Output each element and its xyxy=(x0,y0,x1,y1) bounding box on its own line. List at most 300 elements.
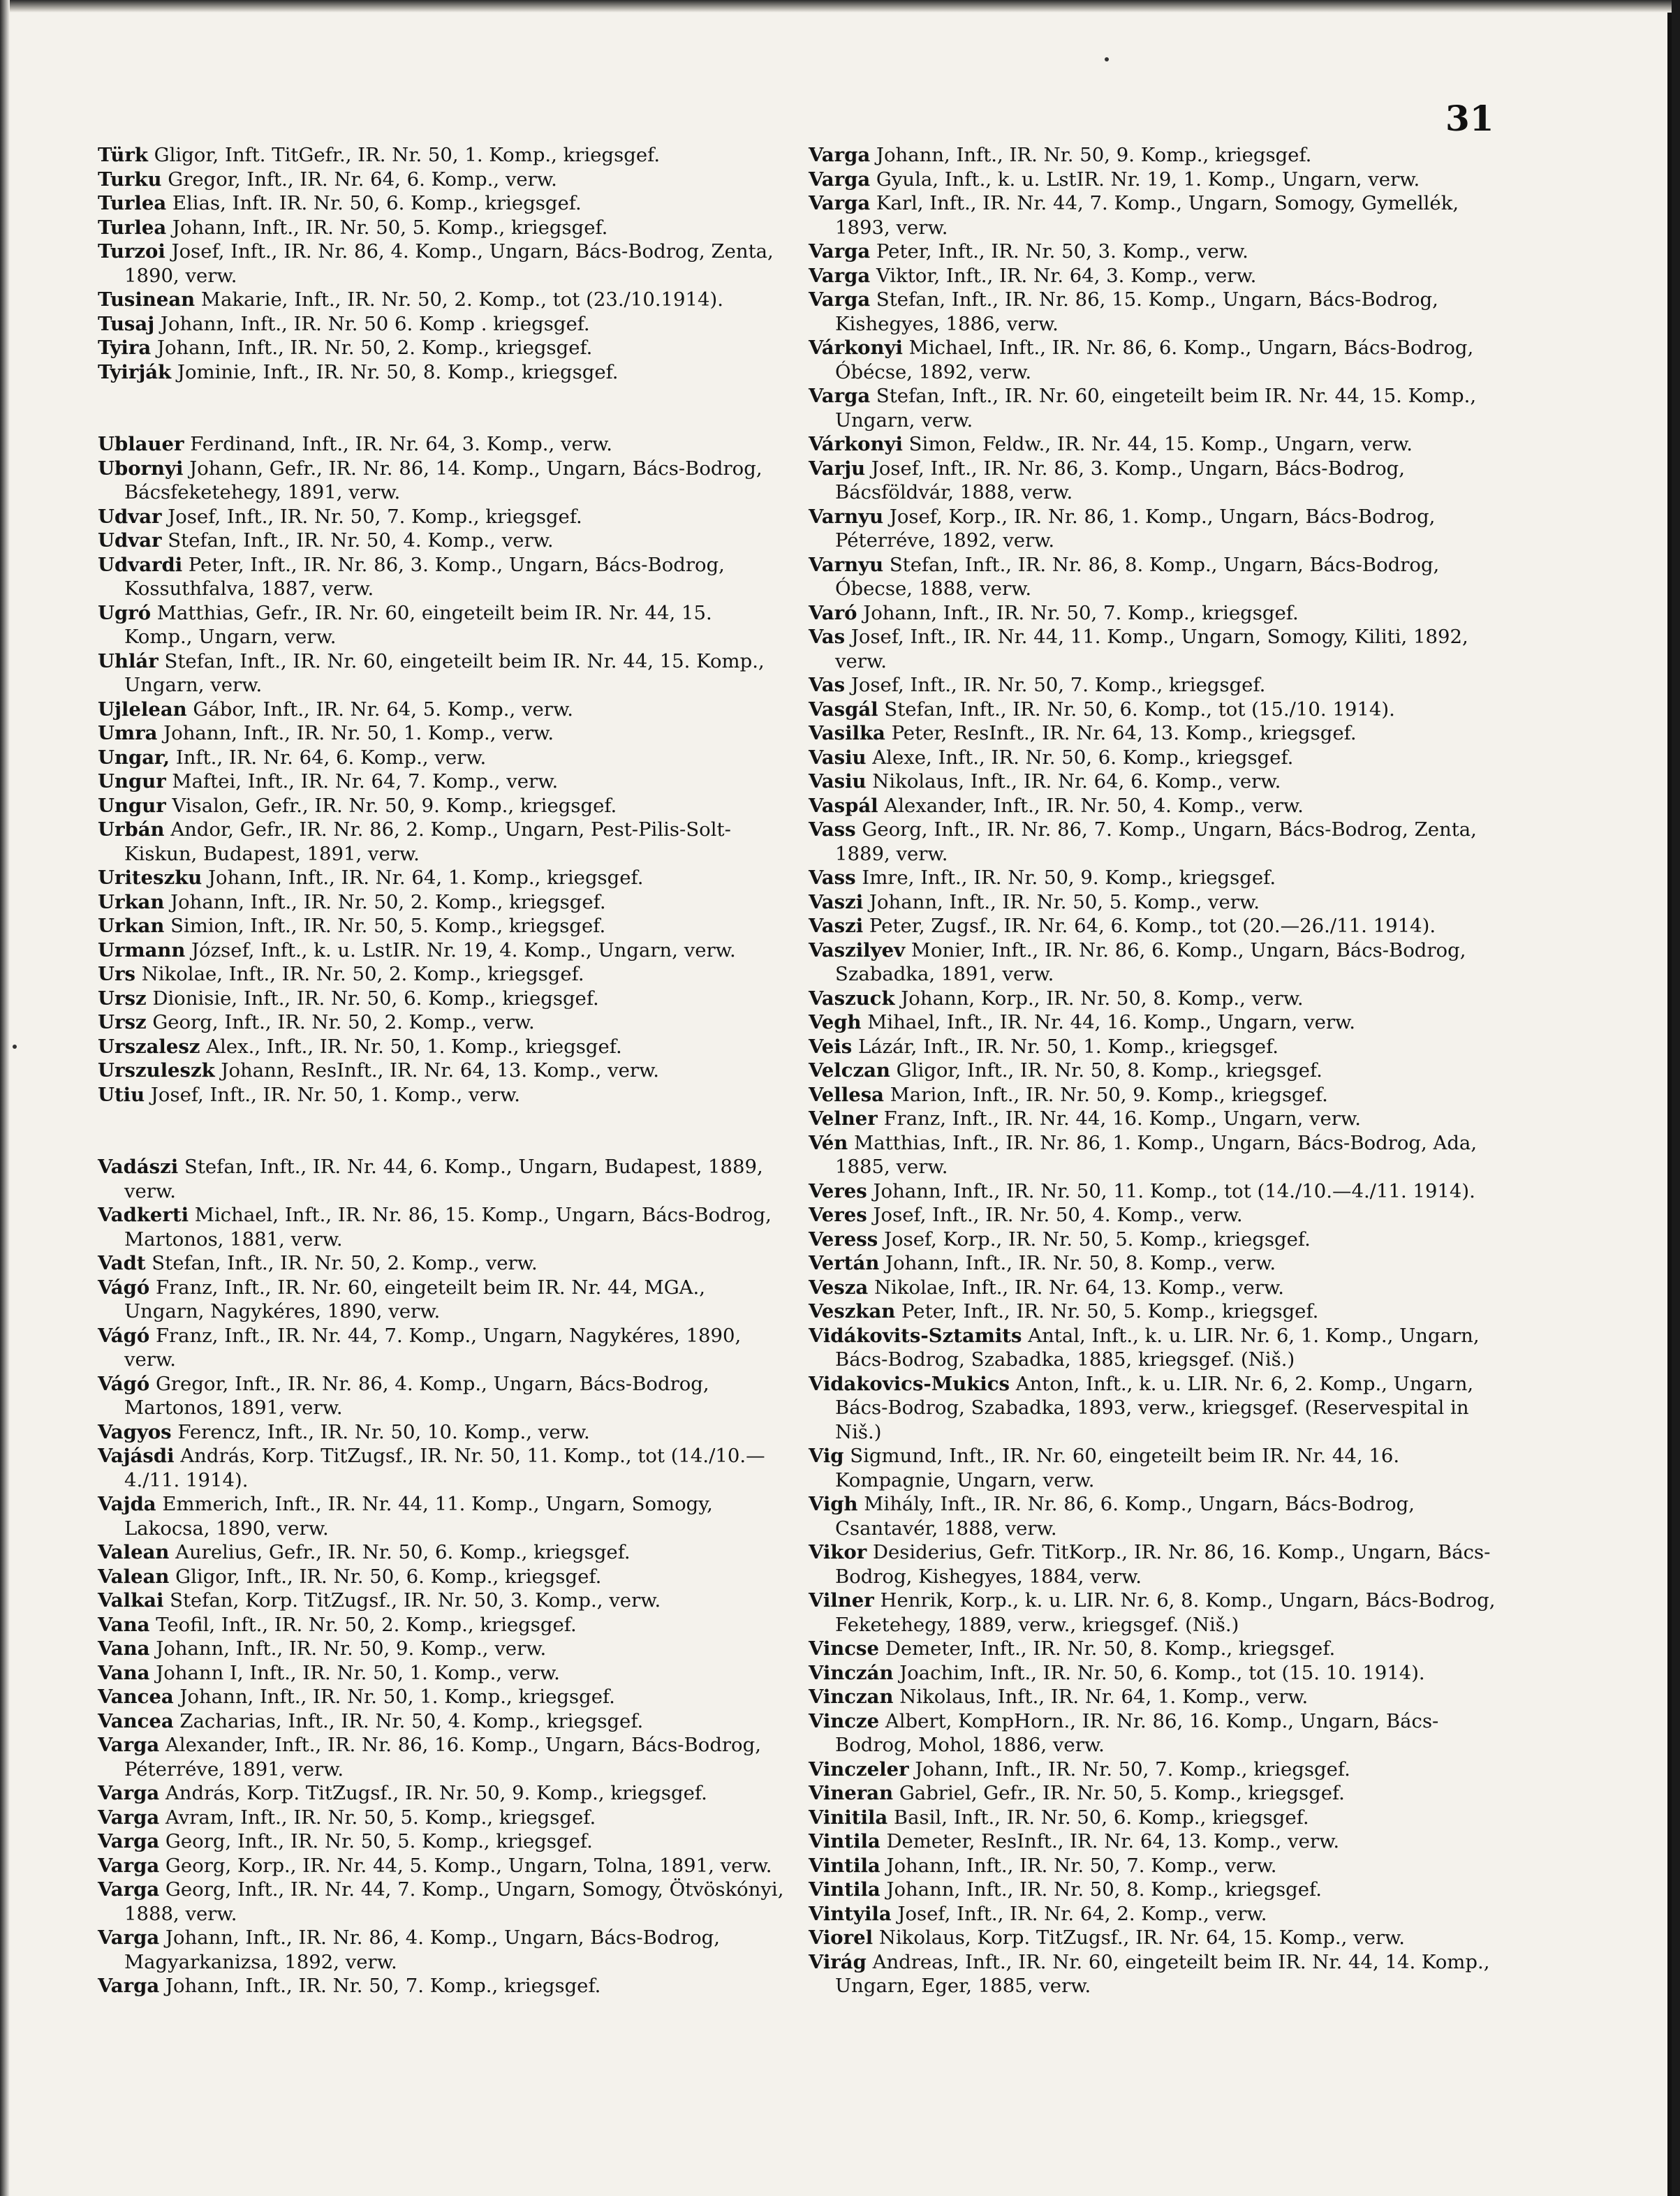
entry-details: Franz, Inft., IR. Nr. 60, eingeteilt beim IR. Nr. 44, MGA., Ungarn, Nagykéres, 1890, verw. xyxy=(124,1276,705,1322)
list-entry xyxy=(809,625,1496,673)
entry-surname: Ungar, xyxy=(98,746,170,769)
entry-surname: Vana xyxy=(98,1613,150,1636)
entry-surname: Vinitila xyxy=(809,1806,888,1829)
list-entry xyxy=(98,216,786,240)
entry-surname: Vintila xyxy=(809,1854,880,1877)
list-entry xyxy=(809,288,1496,336)
entry-surname: Ursz xyxy=(98,987,147,1010)
list-entry xyxy=(809,1540,1496,1589)
entry-surname: Vágó xyxy=(98,1372,150,1395)
entry-surname: Várkonyi xyxy=(809,433,903,455)
entry-surname: Vadt xyxy=(98,1252,146,1274)
list-entry xyxy=(809,240,1496,264)
entry-surname: Urbán xyxy=(98,818,165,841)
list-entry xyxy=(98,1637,786,1661)
entry-surname: Vilner xyxy=(809,1589,874,1612)
entry-details: Matthias, Inft., IR. Nr. 86, 1. Komp., Ungarn, Bács-Bodrog, Ada, 1885, verw. xyxy=(835,1131,1478,1178)
entry-details: Josef, Inft., IR. Nr. 50, 4. Komp., verw. xyxy=(867,1204,1243,1226)
list-entry xyxy=(98,698,786,722)
entry-details: Josef, Korp., IR. Nr. 50, 5. Komp., kriegsgef. xyxy=(878,1228,1311,1251)
entry-details: Alexander, Inft., IR. Nr. 50, 4. Komp., verw. xyxy=(878,794,1304,817)
list-entry xyxy=(809,938,1496,987)
entry-surname: Ungur xyxy=(98,770,166,793)
entry-surname: Umra xyxy=(98,722,158,744)
list-entry xyxy=(809,505,1496,553)
entry-surname: Utiu xyxy=(98,1083,145,1106)
entry-surname: Urs xyxy=(98,963,135,985)
list-entry xyxy=(98,746,786,770)
entry-surname: Vesza xyxy=(809,1276,869,1299)
entry-details: Nikolaus, Inft., IR. Nr. 64, 1. Komp., verw. xyxy=(893,1686,1309,1708)
entry-details: Gligor, Inft. TitGefr., IR. Nr. 50, 1. Komp., kriegsgef. xyxy=(147,144,661,166)
list-entry xyxy=(98,1661,786,1686)
scan-speck xyxy=(13,1045,17,1049)
entry-details: Demeter, ResInft., IR. Nr. 64, 13. Komp., verw. xyxy=(880,1830,1340,1852)
entry-surname: Tusinean xyxy=(98,288,196,311)
entry-details: Lázár, Inft., IR. Nr. 50, 1. Komp., kriegsgef. xyxy=(852,1035,1279,1058)
entry-surname: Vagyos xyxy=(98,1420,172,1443)
entry-details: Nikolaus, Inft., IR. Nr. 64, 6. Komp., verw. xyxy=(866,770,1281,793)
entry-details: Avram, Inft., IR. Nr. 50, 5. Komp., kriegsgef. xyxy=(159,1806,596,1829)
entry-details: Franz, Inft., IR. Nr. 44, 7. Komp., Ungarn, Nagykéres, 1890, verw. xyxy=(124,1324,742,1371)
entry-surname: Vintila xyxy=(809,1830,880,1852)
entry-surname: Varga xyxy=(98,1854,160,1877)
list-entry xyxy=(809,769,1496,794)
entry-details: Josef, Inft., IR. Nr. 44, 11. Komp., Ungarn, Somogy, Kiliti, 1892, verw. xyxy=(835,626,1468,672)
entry-details: Josef, Inft., IR. Nr. 50, 1. Komp., verw. xyxy=(145,1083,520,1106)
entry-details: Marion, Inft., IR. Nr. 50, 9. Komp., kriegsgef. xyxy=(884,1083,1328,1106)
entry-surname: Veres xyxy=(809,1204,867,1226)
list-entry xyxy=(98,769,786,794)
list-entry xyxy=(809,721,1496,746)
list-entry xyxy=(98,794,786,818)
list-entry xyxy=(98,601,786,649)
list-entry xyxy=(98,1781,786,1806)
entry-surname: Varga xyxy=(98,1926,160,1949)
entry-details: Johann, Inft., IR. Nr. 50, 9. Komp., kriegsgef. xyxy=(870,144,1312,166)
entry-surname: Vas xyxy=(809,626,846,648)
entry-surname: Vadkerti xyxy=(98,1204,189,1226)
entry-surname: Vancea xyxy=(98,1686,174,1708)
list-entry xyxy=(809,1372,1496,1445)
entry-surname: Varga xyxy=(98,1806,160,1829)
entry-surname: Varga xyxy=(809,168,871,191)
entry-details: Josef, Inft., IR. Nr. 86, 4. Komp., Ungarn, Bács-Bodrog, Zenta, 1890, verw. xyxy=(124,240,774,287)
entry-details: Johann, Inft., IR. Nr. 50, 5. Komp., verw. xyxy=(863,890,1260,913)
entry-details: Stefan, Inft., IR. Nr. 44, 6. Komp., Ungarn, Budapest, 1889, verw. xyxy=(124,1156,763,1202)
list-entry xyxy=(809,1854,1496,1878)
entry-surname: Varga xyxy=(809,385,871,407)
list-entry xyxy=(98,1010,786,1035)
list-entry xyxy=(98,191,786,216)
entry-surname: Veis xyxy=(809,1035,853,1058)
entry-details: Stefan, Inft., IR. Nr. 60, eingeteilt beim IR. Nr. 44, 15. Komp., Ungarn, verw. xyxy=(124,649,765,696)
list-entry xyxy=(809,1902,1496,1926)
list-entry xyxy=(98,962,786,987)
entry-details: Johann, Inft., IR. Nr. 50, 7. Komp., kriegsgef. xyxy=(857,601,1299,624)
entry-details: Teofil, Inft., IR. Nr. 50, 2. Komp., kriegsgef. xyxy=(149,1613,577,1636)
list-entry xyxy=(98,168,786,192)
entry-surname: Várkonyi xyxy=(809,337,903,359)
entry-surname: Vancea xyxy=(98,1709,174,1732)
entry-details: Josef, Korp., IR. Nr. 86, 1. Komp., Ungarn, Bács-Bodrog, Péterréve, 1892, verw. xyxy=(835,505,1436,552)
entry-details: Johann, Inft., IR. Nr. 50, 7. Komp., kriegsgef. xyxy=(908,1757,1350,1781)
entry-surname: Vellesa xyxy=(809,1083,884,1106)
list-entry xyxy=(98,1155,786,1203)
list-entry xyxy=(809,336,1496,384)
entry-details: Viktor, Inft., IR. Nr. 64, 3. Komp., verw. xyxy=(870,264,1257,287)
entry-details: Gregor, Inft., IR. Nr. 64, 6. Komp., verw. xyxy=(161,168,557,191)
list-entry xyxy=(809,794,1496,818)
entry-details: Zacharias, Inft., IR. Nr. 50, 4. Komp., kriegsgef. xyxy=(173,1709,644,1732)
entry-details: Stefan, Inft., IR. Nr. 60, eingeteilt beim IR. Nr. 44, 15. Komp., Ungarn, verw. xyxy=(835,385,1477,432)
entry-surname: Türk xyxy=(98,144,148,166)
entry-surname: Vasiu xyxy=(809,770,867,793)
entry-surname: Vajásdi xyxy=(98,1445,175,1467)
entry-surname: Velner xyxy=(809,1107,878,1130)
entry-surname: Vasiu xyxy=(809,746,867,769)
list-entry xyxy=(809,818,1496,866)
list-entry xyxy=(98,1372,786,1420)
list-entry xyxy=(809,1661,1496,1686)
list-entry xyxy=(98,1806,786,1830)
list-entry xyxy=(809,1757,1496,1782)
entry-surname: Vágó xyxy=(98,1324,150,1347)
entry-details: Georg, Inft., IR. Nr. 86, 7. Komp., Ungarn, Bács-Bodrog, Zenta, 1889, verw. xyxy=(835,818,1477,865)
entry-surname: Vaspál xyxy=(809,794,878,817)
entry-surname: Vadászi xyxy=(98,1156,179,1178)
entry-details: Stefan, Inft., IR. Nr. 86, 8. Komp., Ungarn, Bács-Bodrog, Óbecse, 1888, verw. xyxy=(835,553,1440,600)
entry-surname: Uhlár xyxy=(98,649,159,672)
list-entry xyxy=(809,1083,1496,1107)
list-entry xyxy=(809,1781,1496,1806)
entry-surname: Tusaj xyxy=(98,312,155,335)
entry-surname: Varga xyxy=(98,1734,160,1756)
list-entry xyxy=(98,553,786,601)
list-entry xyxy=(98,1035,786,1059)
entry-details: Albert, KompHorn., IR. Nr. 86, 16. Komp., Ungarn, Bács-Bodrog, Mohol, 1886, verw. xyxy=(835,1709,1439,1756)
list-entry xyxy=(809,1492,1496,1540)
entry-surname: Vajda xyxy=(98,1493,156,1515)
entry-details: Imre, Inft., IR. Nr. 50, 9. Komp., kriegsgef. xyxy=(855,867,1276,889)
entry-details: Georg, Inft., IR. Nr. 50, 5. Komp., kriegsgef. xyxy=(159,1830,593,1852)
list-entry xyxy=(809,1926,1496,1950)
entry-surname: Vágó xyxy=(98,1276,150,1299)
list-entry xyxy=(809,168,1496,192)
list-entry xyxy=(809,1299,1496,1324)
entry-details: Johann I, Inft., IR. Nr. 50, 1. Komp., verw. xyxy=(149,1661,560,1684)
entry-surname: Vasilka xyxy=(809,722,885,744)
list-entry xyxy=(98,938,786,963)
entry-surname: Ungur xyxy=(98,794,166,817)
entry-surname: Vinczán xyxy=(809,1661,894,1684)
list-entry xyxy=(98,336,786,360)
entry-details: Ferdinand, Inft., IR. Nr. 64, 3. Komp., verw. xyxy=(184,433,612,455)
entry-surname: Valkai xyxy=(98,1589,164,1612)
entry-details: Emmerich, Inft., IR. Nr. 44, 11. Komp., Ungarn, Somogy, Lakocsa, 1890, verw. xyxy=(124,1493,713,1540)
entry-details: József, Inft., k. u. LstIR. Nr. 19, 4. Komp., Ungarn, verw. xyxy=(185,938,736,961)
entry-surname: Varga xyxy=(98,1975,160,1997)
entry-surname: Vasgál xyxy=(809,698,878,721)
section-gap xyxy=(98,384,786,432)
scan-left-edge xyxy=(0,0,10,2196)
entry-surname: Vikor xyxy=(809,1541,867,1563)
entry-details: Peter, Zugsf., IR. Nr. 64, 6. Komp., tot (20.—26./11. 1914). xyxy=(863,915,1436,937)
list-entry xyxy=(809,553,1496,601)
entry-surname: Veszkan xyxy=(809,1300,896,1322)
entry-details: Johann, Inft., IR. Nr. 50, 2. Komp., kriegsgef. xyxy=(151,337,593,359)
entry-surname: Varga xyxy=(809,264,871,287)
list-entry xyxy=(809,1179,1496,1204)
list-entry xyxy=(809,1806,1496,1830)
entry-surname: Vaszilyev xyxy=(809,938,906,961)
entry-surname: Vas xyxy=(809,674,846,696)
list-entry xyxy=(809,698,1496,722)
entry-details: Maftei, Inft., IR. Nr. 64, 7. Komp., verw. xyxy=(165,770,559,793)
scan-speck xyxy=(1105,57,1109,61)
entry-details: Peter, Inft., IR. Nr. 86, 3. Komp., Ungarn, Bács-Bodrog, Kossuthfalva, 1887, verw. xyxy=(124,553,725,600)
list-entry xyxy=(98,1203,786,1251)
entry-surname: Varga xyxy=(809,144,871,166)
entry-details: Simion, Inft., IR. Nr. 50, 5. Komp., kriegsgef. xyxy=(164,915,606,937)
entry-details: Karl, Inft., IR. Nr. 44, 7. Komp., Ungarn, Somogy, Gymellék, 1893, verw. xyxy=(835,192,1459,239)
entry-surname: Turlea xyxy=(98,216,167,239)
entry-details: Josef, Inft., IR. Nr. 86, 3. Komp., Ungarn, Bács-Bodrog, Bácsföldvár, 1888, verw. xyxy=(835,457,1405,503)
entry-details: Desiderius, Gefr. TitKorp., IR. Nr. 86, 16. Komp., Ungarn, Bács-Bodrog, Kishegyes, 1884, verw. xyxy=(835,1541,1491,1588)
list-entry xyxy=(98,1878,786,1926)
entry-surname: Vigh xyxy=(809,1493,858,1515)
entry-surname: Varga xyxy=(809,192,871,214)
entry-surname: Uriteszku xyxy=(98,867,202,889)
entry-surname: Vintyila xyxy=(809,1902,892,1925)
entry-surname: Vidákovits-Sztamits xyxy=(809,1324,1022,1347)
entry-surname: Varga xyxy=(98,1782,160,1804)
list-entry xyxy=(98,818,786,866)
list-entry xyxy=(809,1589,1496,1637)
entry-details: Peter, ResInft., IR. Nr. 64, 13. Komp., kriegsgef. xyxy=(885,722,1357,744)
entry-surname: Varga xyxy=(98,1878,160,1901)
entry-surname: Vana xyxy=(98,1637,150,1660)
entry-details: Peter, Inft., IR. Nr. 50, 3. Komp., verw. xyxy=(870,240,1248,263)
entry-details: Visalon, Gefr., IR. Nr. 50, 9. Komp., kriegsgef. xyxy=(165,794,617,817)
entry-details: Gligor, Inft., IR. Nr. 50, 8. Komp., kriegsgef. xyxy=(890,1059,1322,1082)
entry-surname: Valean xyxy=(98,1565,170,1588)
entry-surname: Vincze xyxy=(809,1709,880,1732)
list-entry xyxy=(809,914,1496,938)
entry-details: Stefan, Korp. TitZugsf., IR. Nr. 50, 3. Komp., verw. xyxy=(163,1589,661,1612)
list-entry xyxy=(809,191,1496,240)
list-entry xyxy=(809,264,1496,288)
list-entry xyxy=(98,1974,786,1998)
entry-details: Michael, Inft., IR. Nr. 86, 15. Komp., Ungarn, Bács-Bodrog, Martonos, 1881, verw. xyxy=(124,1204,772,1251)
list-entry xyxy=(809,1228,1496,1252)
list-entry xyxy=(809,1950,1496,1998)
entry-details: Johann, Inft., IR. Nr. 64, 1. Komp., kriegsgef. xyxy=(202,867,644,889)
list-entry xyxy=(809,1829,1496,1854)
entry-details: Johann, Gefr., IR. Nr. 86, 14. Komp., Ungarn, Bács-Bodrog, Bácsfeketehegy, 1891, verw. xyxy=(124,457,762,503)
entry-surname: Urmann xyxy=(98,938,186,961)
list-entry xyxy=(98,1589,786,1613)
entry-surname: Ujlelean xyxy=(98,698,187,721)
entry-details: Stefan, Inft., IR. Nr. 50, 2. Komp., verw. xyxy=(145,1252,538,1274)
list-entry xyxy=(98,529,786,553)
entry-surname: Udvar xyxy=(98,505,162,528)
entry-surname: Velczan xyxy=(809,1059,890,1082)
list-entry xyxy=(98,1854,786,1878)
entry-surname: Udvar xyxy=(98,529,162,552)
entry-surname: Turku xyxy=(98,168,162,191)
list-entry xyxy=(98,1613,786,1637)
list-entry xyxy=(98,1685,786,1709)
list-entry xyxy=(98,866,786,890)
list-entry xyxy=(98,1324,786,1372)
list-entry xyxy=(98,505,786,529)
entry-surname: Ubornyi xyxy=(98,457,184,480)
entry-surname: Valean xyxy=(98,1541,170,1563)
list-entry xyxy=(809,746,1496,770)
entry-details: Johann, Korp., IR. Nr. 50, 8. Komp., verw. xyxy=(894,987,1304,1010)
entry-details: Georg, Korp., IR. Nr. 44, 5. Komp., Ungarn, Tolna, 1891, verw. xyxy=(159,1854,772,1877)
entry-details: Peter, Inft., IR. Nr. 50, 5. Komp., kriegsgef. xyxy=(895,1300,1319,1322)
entry-details: Gregor, Inft., IR. Nr. 86, 4. Komp., Ungarn, Bács-Bodrog, Martonos, 1891, verw. xyxy=(124,1372,709,1419)
entry-details: Franz, Inft., IR. Nr. 44, 16. Komp., Ungarn, verw. xyxy=(877,1107,1361,1130)
list-entry xyxy=(809,1637,1496,1661)
entry-details: Georg, Inft., IR. Nr. 44, 7. Komp., Ungarn, Somogy, Ötvöskónyi, 1888, verw. xyxy=(124,1878,784,1925)
entry-details: Michael, Inft., IR. Nr. 86, 6. Komp., Ungarn, Bács-Bodrog, Óbécse, 1892, verw. xyxy=(835,337,1474,383)
entry-surname: Vaszi xyxy=(809,890,864,913)
list-entry xyxy=(98,890,786,915)
list-entry xyxy=(809,1035,1496,1059)
list-entry xyxy=(809,457,1496,505)
entry-surname: Vana xyxy=(98,1661,150,1684)
list-entry xyxy=(98,1926,786,1974)
list-entry xyxy=(809,432,1496,457)
entry-surname: Varnyu xyxy=(809,505,884,528)
entry-details: Anton, Inft., k. u. LIR. Nr. 6, 2. Komp., Ungarn, Bács-Bodrog, Szabadka, 1893, verw., kriegsgef. (Reservespital in Niš.) xyxy=(835,1372,1474,1443)
list-entry xyxy=(809,1324,1496,1372)
list-entry xyxy=(809,1059,1496,1083)
entry-surname: Varnyu xyxy=(809,553,884,576)
entry-details: Johann, Inft., IR. Nr. 50, 7. Komp., kriegsgef. xyxy=(159,1975,601,1997)
entry-surname: Vineran xyxy=(809,1782,894,1804)
entry-details: Georg, Inft., IR. Nr. 50, 2. Komp., verw. xyxy=(146,1011,535,1033)
entry-surname: Urkan xyxy=(98,890,165,913)
entry-details: Monier, Inft., IR. Nr. 86, 6. Komp., Ungarn, Bács-Bodrog, Szabadka, 1891, verw. xyxy=(835,938,1466,985)
right-column xyxy=(809,143,1496,1998)
list-entry xyxy=(98,1420,786,1445)
entry-surname: Varga xyxy=(809,288,871,311)
list-entry xyxy=(98,1276,786,1324)
entry-surname: Vinczeler xyxy=(809,1757,909,1781)
entry-details: Gligor, Inft., IR. Nr. 50, 6. Komp., kriegsgef. xyxy=(169,1565,602,1588)
entry-details: Elias, Inft. IR. Nr. 50, 6. Komp., kriegsgef. xyxy=(166,192,582,214)
entry-details: Aurelius, Gefr., IR. Nr. 50, 6. Komp., kriegsgef. xyxy=(169,1541,631,1563)
list-entry xyxy=(809,1444,1496,1492)
entry-surname: Veress xyxy=(809,1228,878,1251)
entry-surname: Varju xyxy=(809,457,866,480)
list-entry xyxy=(98,1059,786,1083)
entry-details: Basil, Inft., IR. Nr. 50, 6. Komp., kriegsgef. xyxy=(887,1806,1309,1829)
entry-details: Alexander, Inft., IR. Nr. 86, 16. Komp., Ungarn, Bács-Bodrog, Péterréve, 1891, verw. xyxy=(124,1734,761,1781)
list-entry xyxy=(809,601,1496,626)
entry-surname: Ursz xyxy=(98,1011,147,1033)
entry-details: Simon, Feldw., IR. Nr. 44, 15. Komp., Ungarn, verw. xyxy=(902,433,1413,455)
entry-details: Stefan, Inft., IR. Nr. 50, 4. Komp., verw. xyxy=(161,529,554,552)
list-entry xyxy=(98,1492,786,1540)
entry-surname: Vegh xyxy=(809,1011,862,1033)
list-entry xyxy=(809,1709,1496,1757)
list-entry xyxy=(809,1878,1496,1902)
entry-details: Johann, Inft., IR. Nr. 50 6. Komp . kriegsgef. xyxy=(154,312,590,335)
entry-surname: Urszalesz xyxy=(98,1035,200,1058)
entry-details: Nikolae, Inft., IR. Nr. 50, 2. Komp., kriegsgef. xyxy=(135,963,584,985)
entry-details: Makarie, Inft., IR. Nr. 50, 2. Komp., tot (23./10.1914). xyxy=(195,288,724,311)
list-entry xyxy=(98,914,786,938)
entry-details: Andor, Gefr., IR. Nr. 86, 2. Komp., Ungarn, Pest-Pilis-Solt-Kiskun, Budapest, 1891, verw. xyxy=(124,818,731,865)
list-entry xyxy=(809,143,1496,168)
entry-details: Josef, Inft., IR. Nr. 64, 2. Komp., verw. xyxy=(891,1902,1267,1925)
entry-details: Johann, Inft., IR. Nr. 50, 1. Komp., kriegsgef. xyxy=(173,1686,615,1708)
entry-details: Johann, Inft., IR. Nr. 50, 2. Komp., kriegsgef. xyxy=(164,890,606,913)
list-entry xyxy=(98,1540,786,1565)
entry-details: Jominie, Inft., IR. Nr. 50, 8. Komp., kriegsgef. xyxy=(171,360,619,383)
entry-surname: Vidakovics-Mukics xyxy=(809,1372,1010,1395)
entry-surname: Vincse xyxy=(809,1637,880,1660)
list-entry xyxy=(98,432,786,457)
entry-surname: Urszuleszk xyxy=(98,1059,215,1082)
section-gap xyxy=(98,1107,786,1155)
list-entry xyxy=(809,890,1496,915)
entry-surname: Vig xyxy=(809,1445,844,1467)
list-entry xyxy=(809,1131,1496,1179)
list-entry xyxy=(98,721,786,746)
entry-surname: Viorel xyxy=(809,1926,874,1949)
entry-details: Josef, Inft., IR. Nr. 50, 7. Komp., kriegsgef. xyxy=(161,505,582,528)
list-entry xyxy=(98,1829,786,1854)
list-entry xyxy=(98,1733,786,1781)
entry-surname: Tyirják xyxy=(98,360,172,383)
entry-details: Mihály, Inft., IR. Nr. 86, 6. Komp., Ungarn, Bács-Bodrog, Csantavér, 1888, verw. xyxy=(835,1493,1415,1540)
entry-details: Johann, Inft., IR. Nr. 50, 8. Komp., kriegsgef. xyxy=(880,1878,1322,1901)
entry-surname: Vintila xyxy=(809,1878,880,1901)
entry-details: Sigmund, Inft., IR. Nr. 60, eingeteilt beim IR. Nr. 44, 16. Kompagnie, Ungarn, verw. xyxy=(835,1445,1400,1491)
entry-surname: Varga xyxy=(98,1830,160,1852)
list-entry xyxy=(809,1251,1496,1276)
list-entry xyxy=(98,312,786,337)
entry-details: Alexe, Inft., IR. Nr. 50, 6. Komp., kriegsgef. xyxy=(866,746,1294,769)
entry-surname: Veres xyxy=(809,1179,867,1202)
list-entry xyxy=(809,1203,1496,1228)
entry-surname: Varga xyxy=(809,240,871,263)
entry-surname: Tyira xyxy=(98,337,152,359)
entry-details: Dionisie, Inft., IR. Nr. 50, 6. Komp., kriegsgef. xyxy=(146,987,599,1010)
list-entry xyxy=(98,457,786,505)
entry-surname: Varó xyxy=(809,601,857,624)
list-entry xyxy=(98,143,786,168)
list-entry xyxy=(98,987,786,1011)
entry-surname: Vaszi xyxy=(809,915,864,937)
list-entry xyxy=(809,1685,1496,1709)
list-entry xyxy=(98,360,786,385)
list-entry xyxy=(809,673,1496,698)
list-entry xyxy=(98,1565,786,1589)
entry-details: Mihael, Inft., IR. Nr. 44, 16. Komp., Ungarn, verw. xyxy=(861,1011,1356,1033)
list-entry xyxy=(809,866,1496,890)
entry-details: Johann, Inft., IR. Nr. 50, 5. Komp., kriegsgef. xyxy=(166,216,608,239)
entry-surname: Vertán xyxy=(809,1252,880,1274)
entry-details: Johann, Inft., IR. Nr. 50, 7. Komp., verw. xyxy=(880,1854,1277,1877)
entry-surname: Vass xyxy=(809,818,856,841)
